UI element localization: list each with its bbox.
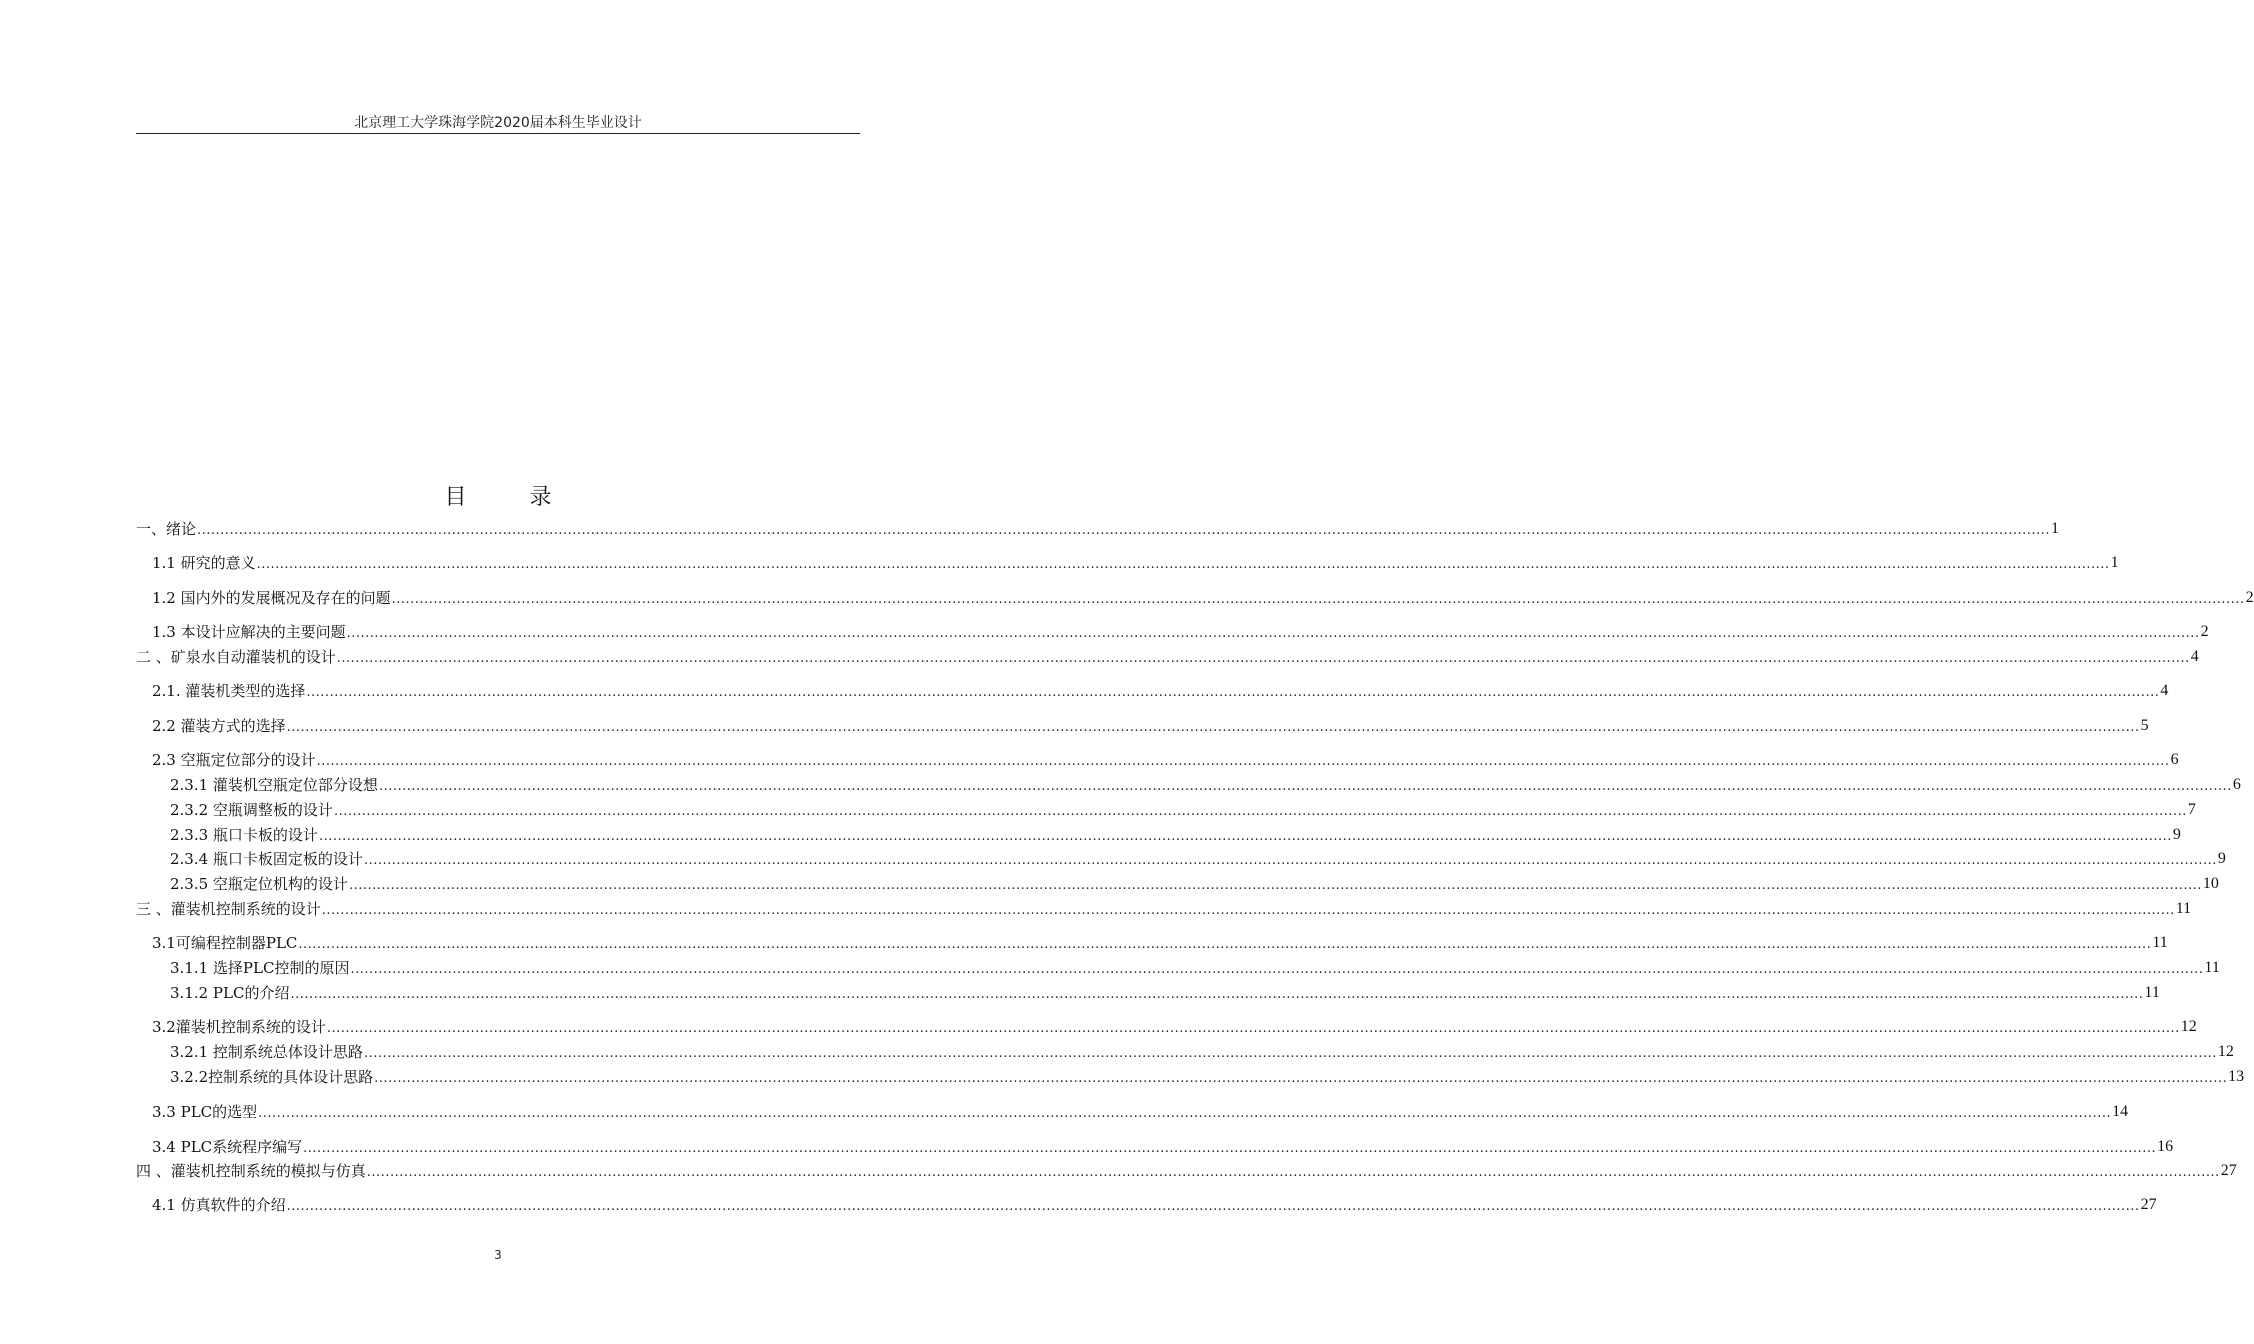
dot-leader: ................................................................................................................................................................................................................................................................................................................................................................................................................	[256, 557, 2110, 572]
toc-entry[interactable]	[170, 824, 2181, 844]
toc-entry-label: 1.1 研究的意义	[152, 554, 256, 572]
dot-leader: ................................................................................................................................................................................................................................................................................................................................................................................................................	[348, 878, 2202, 893]
dot-leader: ................................................................................................................................................................................................................................................................................................................................................................................................................	[303, 1141, 2157, 1156]
toc-entry[interactable]	[152, 680, 2169, 700]
dot-leader: ................................................................................................................................................................................................................................................................................................................................................................................................................	[350, 962, 2204, 977]
page-number: 3	[494, 1248, 502, 1262]
toc-entry[interactable]	[170, 1041, 2234, 1061]
dot-leader: ................................................................................................................................................................................................................................................................................................................................................................................................................	[316, 754, 2170, 769]
toc-title: 目 录	[444, 485, 580, 510]
toc-entry-label: 3.1可编程控制器PLC	[152, 934, 298, 952]
toc-entry[interactable]	[152, 932, 2168, 952]
toc-entry[interactable]	[136, 1160, 2237, 1180]
dot-leader: ................................................................................................................................................................................................................................................................................................................................................................................................................	[258, 1106, 2112, 1121]
toc-entry-label: 3.2灌装机控制系统的设计	[152, 1018, 326, 1036]
toc-entry-label: 3.1.2 PLC的介绍	[170, 984, 290, 1002]
toc-entry[interactable]	[136, 898, 2192, 918]
toc-entry-page: 11	[2204, 959, 2220, 976]
toc-entry-page: 27	[2220, 1162, 2237, 1179]
running-header: 北京理工大学珠海学院2020届本科生毕业设计	[354, 115, 642, 131]
toc-entry-page: 2	[2245, 589, 2254, 606]
toc-entry-page: 10	[2202, 875, 2219, 892]
toc-entry-label: 2.3.4 瓶口卡板固定板的设计	[170, 850, 363, 868]
toc-entry-page: 9	[2172, 826, 2181, 843]
toc-entry[interactable]	[170, 774, 2241, 794]
toc-entry-label: 一、绪论	[136, 520, 197, 538]
toc-entry-page: 6	[2170, 751, 2179, 768]
toc-entry-label: 1.3 本设计应解决的主要问题	[152, 623, 346, 641]
toc-entry[interactable]	[136, 518, 2059, 538]
toc-entry-page: 11	[2144, 984, 2160, 1001]
toc-entry[interactable]	[152, 552, 2119, 572]
toc-entry[interactable]	[152, 1101, 2129, 1121]
toc-entry[interactable]	[152, 1016, 2197, 1036]
dot-leader: ................................................................................................................................................................................................................................................................................................................................................................................................................	[363, 853, 2217, 868]
toc-entry[interactable]	[152, 1194, 2157, 1214]
toc-entry-page: 27	[2140, 1196, 2157, 1213]
dot-leader: ................................................................................................................................................................................................................................................................................................................................................................................................................	[298, 937, 2152, 952]
toc-entry-label: 2.3.1 灌装机空瓶定位部分设想	[170, 776, 378, 794]
dot-leader: ................................................................................................................................................................................................................................................................................................................................................................................................................	[391, 592, 2245, 607]
toc-entry-label: 四 、灌装机控制系统的模拟与仿真	[136, 1162, 366, 1180]
header-rule	[136, 133, 860, 134]
toc-entry[interactable]	[170, 982, 2160, 1002]
toc-entry[interactable]	[170, 1066, 2245, 1086]
dot-leader: ................................................................................................................................................................................................................................................................................................................................................................................................................	[378, 779, 2232, 794]
toc-entry[interactable]	[152, 621, 2209, 641]
toc-entry-page: 11	[2152, 934, 2168, 951]
toc-entry-page: 16	[2157, 1138, 2174, 1155]
dot-leader: ................................................................................................................................................................................................................................................................................................................................................................................................................	[306, 685, 2160, 700]
toc-entry-label: 4.1 仿真软件的介绍	[152, 1196, 286, 1214]
dot-leader: ................................................................................................................................................................................................................................................................................................................................................................................................................	[363, 1046, 2217, 1061]
toc-entry[interactable]	[152, 1136, 2174, 1156]
dot-leader: ................................................................................................................................................................................................................................................................................................................................................................................................................	[286, 720, 2140, 735]
toc-entry[interactable]	[152, 749, 2179, 769]
dot-leader: ................................................................................................................................................................................................................................................................................................................................................................................................................	[318, 829, 2172, 844]
dot-leader: ................................................................................................................................................................................................................................................................................................................................................................................................................	[290, 987, 2144, 1002]
dot-leader: ................................................................................................................................................................................................................................................................................................................................................................................................................	[336, 651, 2190, 666]
toc-entry[interactable]	[136, 646, 2199, 666]
toc-entry-page: 2	[2200, 623, 2209, 640]
toc-entry-label: 2.3.5 空瓶定位机构的设计	[170, 875, 348, 893]
toc-entry-label: 3.4 PLC系统程序编写	[152, 1138, 303, 1156]
toc-entry-label: 三 、灌装机控制系统的设计	[136, 900, 321, 918]
toc-entry-page: 5	[2140, 717, 2149, 734]
toc-entry-page: 1	[2050, 520, 2059, 537]
toc-entry-label: 2.1. 灌装机类型的选择	[152, 682, 306, 700]
toc-entry-label: 3.2.2控制系统的具体设计思路	[170, 1068, 374, 1086]
toc-entry-label: 2.3.3 瓶口卡板的设计	[170, 826, 318, 844]
dot-leader: ................................................................................................................................................................................................................................................................................................................................................................................................................	[197, 523, 2050, 538]
toc-entry-page: 4	[2160, 682, 2169, 699]
toc-entry[interactable]	[170, 848, 2226, 868]
toc-entry[interactable]	[152, 587, 2254, 607]
dot-leader: ................................................................................................................................................................................................................................................................................................................................................................................................................	[366, 1165, 2220, 1180]
toc-entry-label: 1.2 国内外的发展概况及存在的问题	[152, 589, 391, 607]
toc-entry-page: 7	[2187, 801, 2196, 818]
toc-entry-label: 3.1.1 选择PLC控制的原因	[170, 959, 350, 977]
dot-leader: ................................................................................................................................................................................................................................................................................................................................................................................................................	[333, 804, 2187, 819]
toc-entry[interactable]	[170, 957, 2220, 977]
toc-entry-label: 2.3.2 空瓶调整板的设计	[170, 801, 333, 819]
toc-entry-label: 2.3 空瓶定位部分的设计	[152, 751, 316, 769]
dot-leader: ................................................................................................................................................................................................................................................................................................................................................................................................................	[346, 626, 2200, 641]
toc-entry-page: 6	[2232, 776, 2241, 793]
dot-leader: ................................................................................................................................................................................................................................................................................................................................................................................................................	[286, 1199, 2140, 1214]
dot-leader: ................................................................................................................................................................................................................................................................................................................................................................................................................	[321, 903, 2175, 918]
toc-entry-label: 二 、矿泉水自动灌装机的设计	[136, 648, 336, 666]
dot-leader: ................................................................................................................................................................................................................................................................................................................................................................................................................	[374, 1071, 2228, 1086]
toc-entry-label: 3.3 PLC的选型	[152, 1103, 258, 1121]
toc-entry-label: 2.2 灌装方式的选择	[152, 717, 286, 735]
toc-entry-page: 4	[2190, 648, 2199, 665]
toc-entry-page: 12	[2180, 1018, 2197, 1035]
dot-leader: ................................................................................................................................................................................................................................................................................................................................................................................................................	[326, 1021, 2180, 1036]
toc-entry[interactable]	[170, 799, 2196, 819]
toc-entry-page: 9	[2217, 850, 2226, 867]
toc-entry-page: 12	[2217, 1043, 2234, 1060]
toc-entry-page: 1	[2110, 554, 2119, 571]
toc-entry-page: 11	[2175, 900, 2192, 917]
toc-entry-page: 14	[2112, 1103, 2129, 1120]
toc-entry[interactable]	[170, 873, 2219, 893]
toc-entry-page: 13	[2228, 1068, 2245, 1085]
toc-entry-label: 3.2.1 控制系统总体设计思路	[170, 1043, 363, 1061]
toc-entry[interactable]	[152, 715, 2149, 735]
